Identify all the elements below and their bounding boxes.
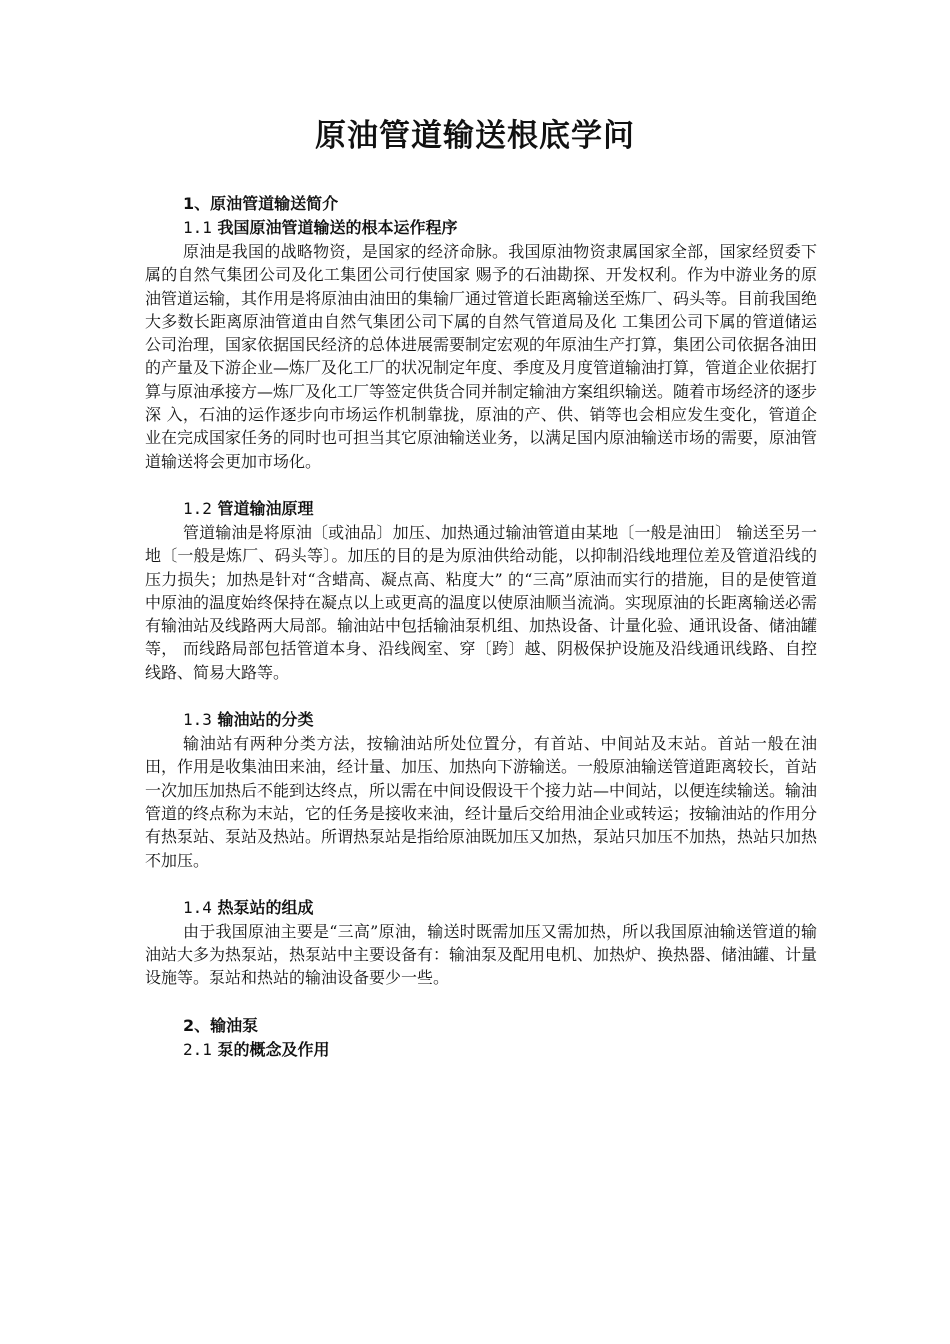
section-heading-1-text: 1、原油管道输送简介 bbox=[183, 194, 339, 213]
paragraph-1-4: 由于我国原油主要是“三高”原油，输送时既需加压又需加热，所以我国原油输送管道的输油站大多为热泵站，热泵站中主要设备有：输油泵及配用电机、加热炉、换热器、储油罐、计量设施等。泵站和热站的输油设备要少一些。 bbox=[145, 921, 818, 988]
subsection-title: 管道输油原理 bbox=[217, 498, 314, 518]
subsection-number: 1.2 bbox=[183, 498, 212, 518]
section-heading-2-text: 2、输油泵 bbox=[183, 1015, 259, 1035]
section-heading-1 bbox=[145, 192, 817, 216]
subsection-title: 热泵站的组成 bbox=[217, 897, 314, 917]
document-body bbox=[145, 192, 817, 1062]
document-title: 原油管道输送根底学问 bbox=[315, 118, 635, 154]
subsection-number: 1.3 bbox=[183, 710, 212, 730]
subsection-heading-1-3 bbox=[145, 708, 817, 732]
subsection-heading-2-1 bbox=[145, 1038, 817, 1062]
paragraph-1-2: 管道输油是将原油〔或油品〕加压、加热通过输油管道由某地〔一般是油田〕 输送至另一地〔一般是炼厂、码头等〕。加压的目的是为原油供给动能，以抑制沿线地理位差及管道沿线的压力损失；加热是针对“含蜡高、凝点高、粘度大” 的“三高”原油而实行的措施，目的是使管道中原油的温度始终保持在凝点以上或更高的温度以使原油顺当流淌。实现原油的长距离输送必需有输油站及线路两大局部。输油站中包括输油泵机组、加热设备、计量化验、通讯设备、储油罐等， 而线路局部包括管道本身、沿线阀室、穿〔跨〕越、阴极保护设施及沿线通讯线路、自控线路、简易大路等。 bbox=[145, 522, 818, 682]
subsection-title: 输油站的分类 bbox=[217, 710, 314, 730]
subsection-number: 1.4 bbox=[183, 897, 212, 917]
section-heading-2 bbox=[145, 1014, 817, 1038]
paragraph-1-3: 输油站有两种分类方法，按输油站所处位置分，有首站、中间站及末站。首站一般在油田，作用是收集油田来油，经计量、加压、加热向下游输送。一般原油输送管道距离较长，首站一次加压加热后不能到达终点，所以需在中间设假设干个接力站—中间站，以便连续输送。输油管道的终点称为末站，它的任务是接收来油，经计量后交给用油企业或转运；按输油站的作用分有热泵站、泵站及热站。所谓热泵站是指给原油既加压又加热，泵站只加压不加热，热站只加热不加压。 bbox=[145, 734, 818, 870]
subsection-number: 2.1 bbox=[183, 1039, 212, 1059]
subsection-heading-1-2 bbox=[145, 497, 817, 521]
subsection-heading-1-4 bbox=[145, 896, 817, 920]
subsection-heading-1-1 bbox=[145, 216, 817, 240]
subsection-title: 我国原油管道输送的根本运作程序 bbox=[217, 218, 458, 237]
paragraph-1-1: 原油是我国的战略物资，是国家的经济命脉。我国原油物资隶属国家全部，国家经贸委下属的自然气集团公司及化工集团公司行使国家 赐予的石油勘探、开发权利。作为中游业务的原油管道运输，其作用是将原油由油田的集输厂通过管道长距离输送至炼厂、码头等。目前我国绝大多数长距离原油管道由自然气集团公司下属的自然气管道局及化 工集团公司下属的管道储运公司治理，国家依据国民经济的总体进展需要制定宏观的年原油生产打算，集团公司依据各油田的产量及下游企业—炼厂及化工厂的状况制定年度、季度及月度管道输油打算，管道企业依据打算与原油承接方—炼厂及化工厂等签定供货合同并制定输油方案组织输送。随着市场经济的逐步深 入，石油的运作逐步向市场运作机制靠拢，原油的产、供、销等也会相应发生变化，管道企业在完成国家任务的同时也可担当其它原油输送业务，以满足国内原油输送市场的需要，原油管道输送将会更加市场化。 bbox=[145, 242, 818, 471]
subsection-title: 泵的概念及作用 bbox=[217, 1039, 330, 1059]
subsection-number: 1.1 bbox=[183, 218, 212, 237]
